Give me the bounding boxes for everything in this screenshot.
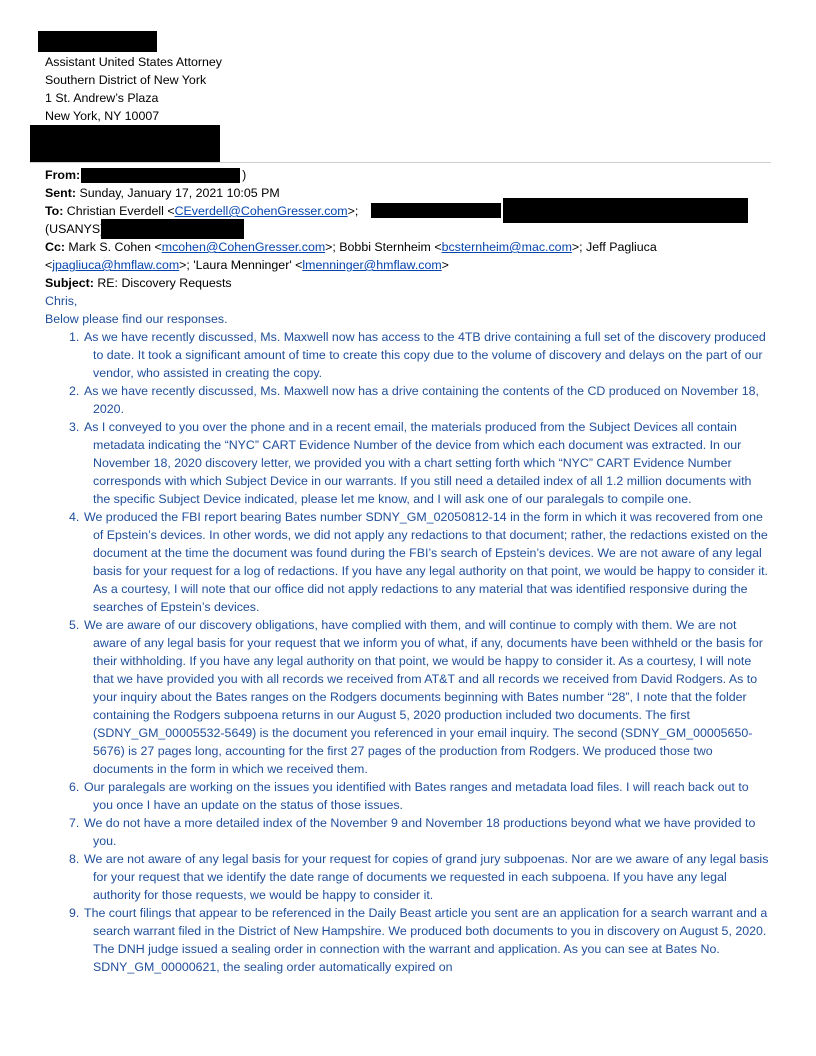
to-name: Christian Everdell <: [66, 204, 175, 218]
list-item: 4. We produced the FBI report bearing Bates number SDNY_GM_02050812-14 in the form in which it was recovered from one of Epstein’s devices. In other words, we did not apply any redactions to that document; rather, the redactions existed on the document at the time the document was found during the FBI’s search of Epstein’s devices. We are not aware of any legal basis for your request for a log of redactions. If you have any legal authority on that point, we would be happy to consider it. As a courtesy, I will note that our office did not apply redactions to any material that was identified responsive during the searches of Epstein’s devices.: [69, 510, 768, 614]
to-tail: >;: [347, 204, 359, 218]
cc-open-3: <: [45, 258, 53, 272]
list-item-text: As I conveyed to you over the phone and in a recent email, the materials produced from the Subject Devices all contain metadata indicating the “NYC” CART Evidence Number of the device from which each document was extracted. In our November 18, 2020 discovery letter, we provided you with a chart setting forth which “NYC” CART Evidence Number corresponds with which Subject Device in our warrants. If you still need a detailed index of all 1.2 million documents with the specific Subject Device indicated, please let me know, and I will ask one of our paralegals to compile one.: [84, 420, 752, 506]
header-divider: [30, 162, 771, 163]
to-org: (USANYS): [45, 222, 105, 236]
cc-email-link-4[interactable]: lmenninger@hmflaw.com: [302, 258, 442, 272]
cc-name-4: >; 'Laura Menninger' <: [179, 258, 303, 272]
signature-line-office: Southern District of New York: [45, 73, 207, 87]
cc-email-link-3[interactable]: jpagliuca@hmflaw.com: [52, 258, 180, 272]
cc-name-2: >; Bobbi Sternheim <: [325, 240, 442, 254]
list-item: 6. Our paralegals are working on the issues you identified with Bates ranges and metadata load files. I will reach back out to you once I have an update on the status of those issues.: [69, 780, 749, 812]
signature-block: [45, 53, 222, 125]
redaction-bar-contact: [30, 125, 220, 162]
cc-email-link-2[interactable]: bcsternheim@mac.com: [441, 240, 572, 254]
signature-line-city: New York, NY 10007: [45, 109, 160, 123]
from-tail: ): [242, 168, 247, 182]
to-line: [45, 202, 765, 220]
list-item-text: We produced the FBI report bearing Bates number SDNY_GM_02050812-14 in the form in which it was recovered from one of Epstein’s devices. In other words, we did not apply any redactions to that document; rather, the redactions existed on the document at the time the document was found during the FBI’s search of Epstein’s devices. We are not aware of any legal basis for your request for a log of redactions. If you have any legal authority on that point, we would be happy to consider it. As a courtesy, I will note that our office did not apply redactions to any material that was identified responsive during the searches of Epstein’s devices.: [84, 510, 768, 614]
list-item-text: We do not have a more detailed index of the November 9 and November 18 productions beyond what we have provided to you.: [84, 816, 756, 848]
redaction-bar-name: [38, 31, 157, 52]
subject-line: [45, 274, 765, 292]
list-item-text: As we have recently discussed, Ms. Maxwell now has a drive containing the contents of the CD produced on November 18, 2020.: [84, 384, 759, 416]
to-label: To:: [45, 204, 64, 218]
list-item: 9. The court filings that appear to be referenced in the Daily Beast article you sent are an application for a search warrant and a search warrant filed in the District of New Hampshire. We produced both documents to you in discovery on August 5, 2020. The DNH judge issued a sealing order in connection with the warrant and application. As you can see at Bates No. SDNY_GM_00000621, the sealing order automatically expired on: [69, 906, 768, 974]
signature-line-title: Assistant United States Attorney: [45, 55, 223, 69]
cc-name-1: Mark S. Cohen <: [68, 240, 162, 254]
subject-value: RE: Discovery Requests: [97, 276, 232, 290]
list-item: 2. As we have recently discussed, Ms. Maxwell now has a drive containing the contents of the CD produced on November 18, 2020.: [69, 384, 759, 416]
list-item: 7. We do not have a more detailed index of the November 9 and November 18 productions beyond what we have provided to you.: [69, 816, 756, 848]
sent-value: Sunday, January 17, 2021 10:05 PM: [79, 186, 280, 200]
sent-label: Sent:: [45, 186, 76, 200]
email-body: [45, 292, 770, 976]
list-item: 3. As I conveyed to you over the phone and in a recent email, the materials produced from the Subject Devices all contain metadata indicating the “NYC” CART Evidence Number of the device from which each document was extracted. In our November 18, 2020 discovery letter, we provided you with a chart setting forth which “NYC” CART Evidence Number corresponds with which Subject Device in our warrants. If you still need a detailed index of all 1.2 million documents with the specific Subject Device indicated, please let me know, and I will ask one of our paralegals to compile one.: [69, 420, 752, 506]
subject-label: Subject:: [45, 276, 94, 290]
cc-email-link-1[interactable]: mcohen@CohenGresser.com: [161, 240, 326, 254]
greeting: Chris,: [45, 294, 78, 308]
list-item-text: As we have recently discussed, Ms. Maxwell now has access to the 4TB drive containing a full set of the discovery produced to date. It took a significant amount of time to create this copy due to the volume of discovery and delays on the part of our vendor, who assisted in creating the copy.: [84, 330, 766, 380]
list-item-text: Our paralegals are working on the issues you identified with Bates ranges and metadata load files. I will reach back out to you once I have an update on the status of those issues.: [84, 780, 749, 812]
list-item: 8. We are not aware of any legal basis for your request for copies of grand jury subpoenas. Nor are we aware of any legal basis for your request that we identify the date range of documents we requested in each subpoena. If you have any legal authority for those requests, we would be happy to consider it.: [69, 852, 769, 902]
email-header: [45, 166, 765, 292]
from-line: [45, 166, 765, 184]
list-item-text: The court filings that appear to be referenced in the Daily Beast article you sent are an application for a search warrant and a search warrant filed in the District of New Hampshire. We produced both documents to you in discovery on August 5, 2020. The DNH judge issued a sealing order in connection with the warrant and application. As you can see at Bates No. SDNY_GM_00000621, the sealing order automatically expired on: [84, 906, 768, 974]
cc-tail-4: >: [441, 258, 449, 272]
response-list: [45, 328, 770, 976]
list-item-text: We are aware of our discovery obligations, have complied with them, and will continue to comply with them. We are not aware of any legal basis for your request that we inform you of what, if any, documents have been withheld or the basis for their withholding. If you have any legal authority on that point, we would be happy to consider it. As a courtesy, I will note that we have provided you with all records we received from AT&T and all records we received from David Rodgers. As to your inquiry about the Bates ranges on the Rodgers documents beginning with Bates number “28”, I note that the folder containing the Rodgers subpoena returns in our August 5, 2020 production included two documents. The first (SDNY_GM_00005532-5649) is the document you referenced in your email inquiry. The second (SDNY_GM_00005650-5676) is 27 pages long, accounting for the first 27 pages of the production from Rodgers. We produced those two documents in the form in which we received them.: [84, 618, 763, 776]
cc-line-2: [45, 256, 765, 274]
list-item-text: We are not aware of any legal basis for your request for copies of grand jury subpoenas. Nor are we aware of any legal basis for your request that we identify the date range of documents we requested in each subpoena. If you have any legal authority for those requests, we would be happy to consider it.: [84, 852, 769, 902]
list-item: 5. We are aware of our discovery obligations, have complied with them, and will continue to comply with them. We are not aware of any legal basis for your request that we inform you of what, if any, documents have been withheld or the basis for their withholding. If you have any legal authority on that point, we would be happy to consider it. As a courtesy, I will note that we have provided you with all records we received from AT&T and all records we received from David Rodgers. As to your inquiry about the Bates ranges on the Rodgers documents beginning with Bates number “28”, I note that the folder containing the Rodgers subpoena returns in our August 5, 2020 production included two documents. The first (SDNY_GM_00005532-5649) is the document you referenced in your email inquiry. The second (SDNY_GM_00005650-5676) is 27 pages long, accounting for the first 27 pages of the production from Rodgers. We produced those two documents in the form in which we received them.: [69, 618, 763, 776]
to-line-2: [45, 220, 765, 238]
from-label: From:: [45, 168, 81, 182]
sent-line: [45, 184, 765, 202]
cc-name-3: >; Jeff Pagliuca: [571, 240, 657, 254]
signature-line-street: 1 St. Andrew’s Plaza: [45, 91, 159, 105]
list-item: 1. As we have recently discussed, Ms. Maxwell now has access to the 4TB drive containing a full set of the discovery produced to date. It took a significant amount of time to create this copy due to the volume of discovery and delays on the part of our vendor, who assisted in creating the copy.: [69, 330, 766, 380]
cc-line: [45, 238, 765, 256]
cc-label: Cc:: [45, 240, 65, 254]
to-email-link[interactable]: CEverdell@CohenGresser.com: [174, 204, 348, 218]
intro: Below please find our responses.: [45, 312, 228, 326]
